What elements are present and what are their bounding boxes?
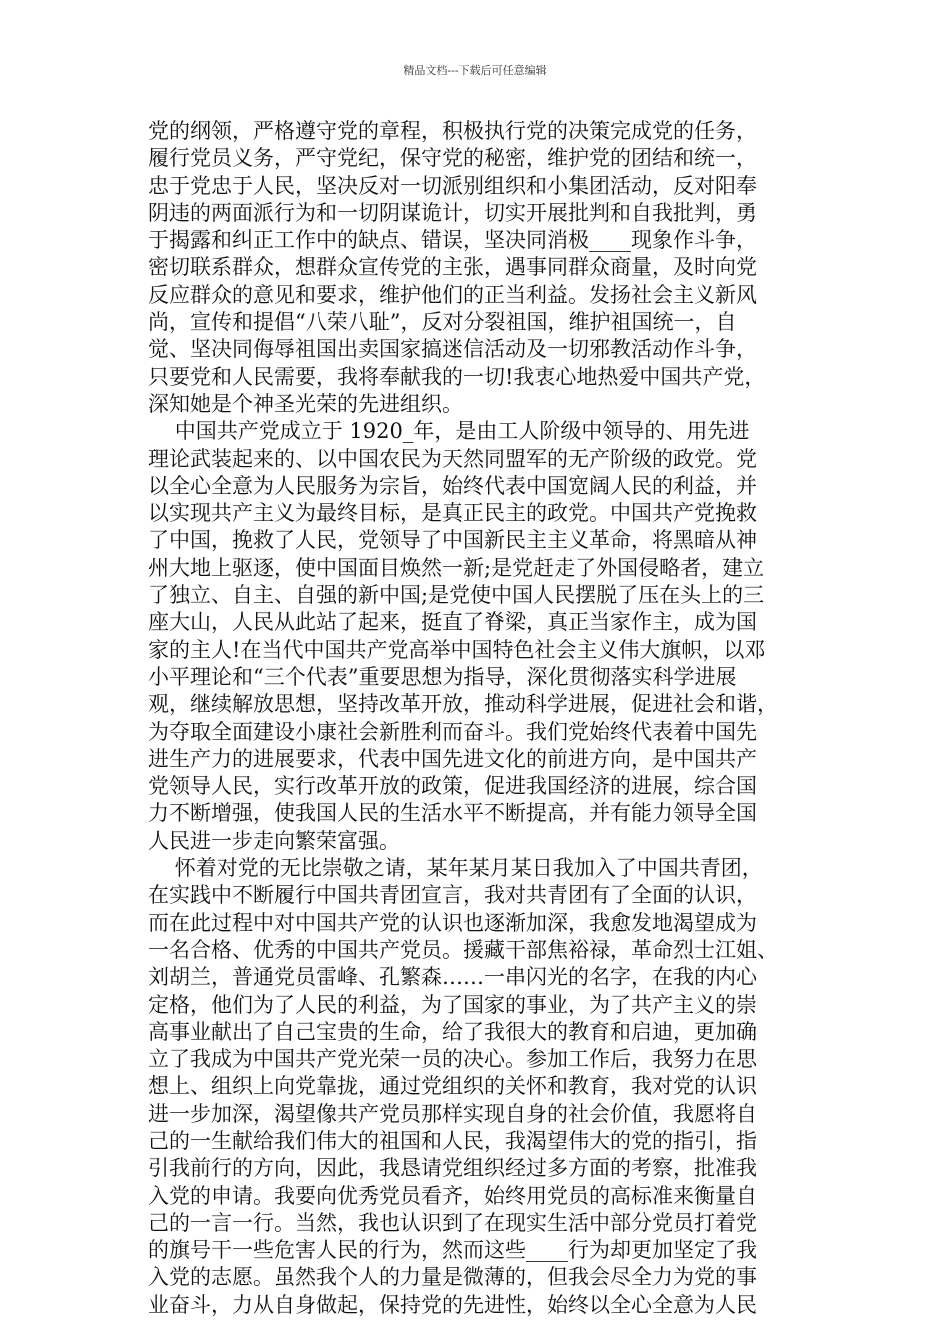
text-line: 立了我成为中国共产党光荣一员的决心。参加工作后，我努力在思 [148, 1047, 757, 1072]
text-line: 于揭露和纠正工作中的缺点、错误，坚决同消极____现象作斗争， [148, 228, 757, 253]
text-line: 密切联系群众，想群众宣传党的主张，遇事同群众商量，及时向党 [148, 255, 757, 280]
text-line: 理论武装起来的、以中国农民为天然同盟军的无产阶级的政党。党 [148, 446, 757, 471]
text-line: 只要党和人民需要，我将奉献我的一切!我衷心地热爱中国共产党， [148, 364, 766, 389]
text-line: 人民进一步走向繁荣富强。 [148, 828, 400, 853]
text-line: 引我前行的方向，因此，我恳请党组织经过多方面的考察，批准我 [148, 1156, 757, 1181]
text-line: 阴违的两面派行为和一切阴谋诡计，切实开展批判和自我批判，勇 [148, 200, 757, 225]
text-line: 反应群众的意见和要求，维护他们的正当利益。发扬社会主义新风 [148, 282, 757, 307]
text-line: 定格，他们为了人民的利益，为了国家的事业，为了共产主义的崇 [148, 992, 757, 1017]
text-line: 党领导人民，实行改革开放的政策，促进我国经济的进展，综合国 [148, 774, 757, 799]
text-line: 一名合格、优秀的中国共产党员。援藏干部焦裕禄，革命烈士江姐、 [148, 937, 778, 962]
text-line: 了中国，挽救了人民，党领导了中国新民主主义革命，将黑暗从神 [148, 528, 757, 553]
page-header: 精品文档---下载后可任意编辑 [403, 64, 547, 77]
text-line: 为夺取全面建设小康社会新胜利而奋斗。我们党始终代表着中国先 [148, 719, 757, 744]
text-line: 入党的申请。我要向优秀党员看齐，始终用党员的高标准来衡量自 [148, 1183, 757, 1208]
text-line: 己的一生献给我们伟大的祖国和人民，我渴望伟大的党的指引，指 [148, 1128, 757, 1153]
text-line: 的旗号干一些危害人民的行为，然而这些____行为却更加坚定了我 [148, 1238, 757, 1263]
text-line: 业奋斗，力从自身做起，保持党的先进性，始终以全心全意为人民 [148, 1292, 757, 1317]
text-line: 深知她是个神圣光荣的先进组织。 [148, 391, 463, 416]
text-line: 尚，宣传和提倡“八荣八耻”，反对分裂祖国，维护祖国统一，自 [148, 310, 737, 335]
text-line: 己的一言一行。当然，我也认识到了在现实生活中部分党员打着党 [148, 1210, 757, 1235]
text-line: 履行党员义务，严守党纪，保守党的秘密，维护党的团结和统一， [148, 146, 757, 171]
body-text [148, 118, 808, 1319]
text-line: 入党的志愿。虽然我个人的力量是微薄的，但我会尽全力为党的事 [148, 1265, 757, 1290]
text-line: 党的纲领，严格遵守党的章程，积极执行党的决策完成党的任务， [148, 119, 757, 143]
text-line: 座大山，人民从此站了起来，挺直了脊梁，真正当家作主，成为国 [148, 610, 757, 635]
text-line: 力不断增强，使我国人民的生活水平不断提高，并有能力领导全国 [148, 801, 757, 826]
text-line: 了独立、自主、自强的新中国;是党使中国人民摆脱了压在头上的三 [148, 583, 765, 608]
text-line: 小平理论和“三个代表”重要思想为指导，深化贯彻落实科学进展 [148, 664, 737, 689]
text-line: 高事业献出了自己宝贵的生命，给了我很大的教育和启迪，更加确 [148, 1019, 757, 1044]
text-line: 想上、组织上向党靠拢，通过党组织的关怀和教育，我对党的认识 [148, 1074, 757, 1099]
text-line: 进生产力的进展要求，代表中国先进文化的前进方向，是中国共产 [148, 746, 757, 771]
text-line: 观，继续解放思想，坚持改革开放，推动科学进展，促进社会和谐， [148, 692, 778, 717]
text-line: 以全心全意为人民服务为宗旨，始终代表中国宽阔人民的利益，并 [148, 473, 757, 498]
text-line: 州大地上驱逐，使中国面目焕然一新;是党赶走了外国侵略者，建立 [148, 555, 765, 580]
text-line: 中国共产党成立于 1920_年，是由工人阶级中领导的、用先进 [148, 419, 750, 444]
text-line: 怀着对党的无比崇敬之请，某年某月某日我加入了中国共青团， [148, 856, 763, 881]
text-line: 刘胡兰，普通党员雷峰、孔繁森……一串闪光的名字，在我的内心 [148, 965, 757, 990]
text-line: 觉、坚决同侮辱祖国出卖国家搞迷信活动及一切邪教活动作斗争， [148, 337, 757, 362]
text-line: 而在此过程中对中国共产党的认识也逐渐加深，我愈发地渴望成为 [148, 910, 757, 935]
text-line: 家的主人!在当代中国共产党高举中国特色社会主义伟大旗帜，以邓 [148, 637, 766, 662]
text-line: 以实现共产主义为最终目标，是真正民主的政党。中国共产党挽救 [148, 501, 757, 526]
text-line: 忠于党忠于人民，坚决反对一切派别组织和小集团活动，反对阳奉 [148, 173, 757, 198]
text-line: 进一步加深，渴望像共产党员那样实现自身的社会价值，我愿将自 [148, 1101, 757, 1126]
text-line: 在实践中不断履行中国共青团宣言，我对共青团有了全面的认识， [148, 883, 757, 908]
